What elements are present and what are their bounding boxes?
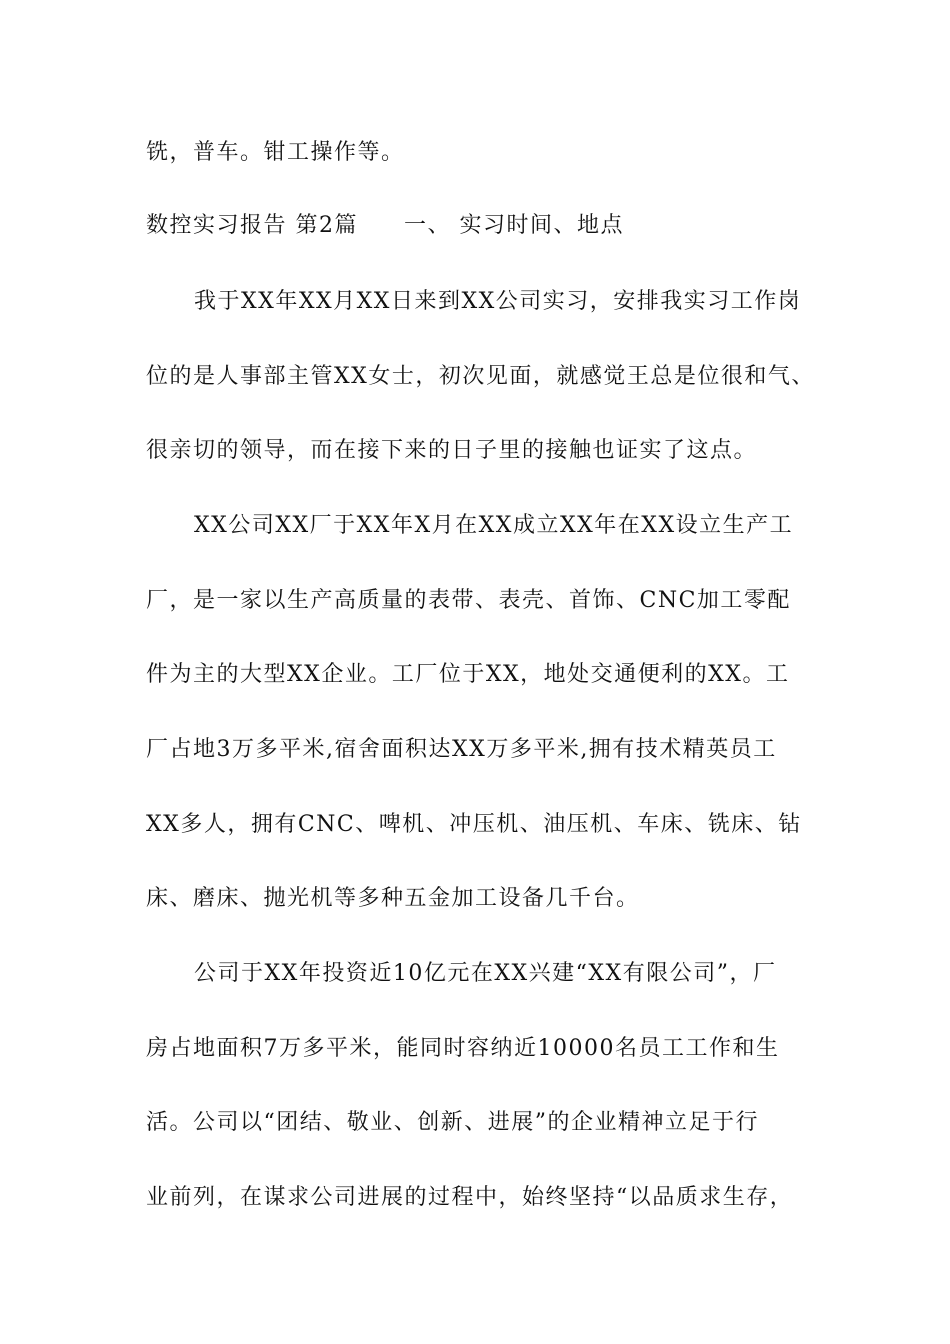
text-line: 床、磨床、抛光机等多种五金加工设备几千台。 xyxy=(146,886,640,911)
text-line: 业前列，在谋求公司进展的过程中，始终坚持“以品质求生存， xyxy=(146,1185,794,1210)
text-line: 厂占地3万多平米,宿舍面积达XX万多平米,拥有技术精英员工 xyxy=(146,737,777,762)
text-line: 我于XX年XX月XX日来到XX公司实习，安排我实习工作岗 xyxy=(194,289,802,314)
text-line: 公司于XX年投资近10亿元在XX兴建“XX有限公司”，厂 xyxy=(194,961,777,986)
section-heading xyxy=(146,211,624,241)
text-line: 厂，是一家以生产高质量的表带、表壳、首饰、CNC加工零配 xyxy=(146,588,791,613)
section-title: 一、 实习时间、地点 xyxy=(404,213,624,238)
document-title: 数控实习报告 第2篇 xyxy=(146,213,358,238)
text-line: 活。公司以“团结、敬业、创新、进展”的企业精神立足于行 xyxy=(146,1110,759,1135)
text-line: XX公司XX厂于XX年X月在XX成立XX年在XX设立生产工 xyxy=(194,513,794,538)
text-line: XX多人，拥有CNC、啤机、冲压机、油压机、车床、铣床、钻 xyxy=(146,812,802,837)
text-line: 位的是人事部主管XX女士，初次见面，就感觉王总是位很和气、 xyxy=(146,364,815,389)
text-line: 很亲切的领导，而在接下来的日子里的接触也证实了这点。 xyxy=(146,438,758,463)
text-line: 房占地面积7万多平米，能同时容纳近10000名员工工作和生 xyxy=(146,1036,780,1061)
text-line: 铣，普车。钳工操作等。 xyxy=(146,140,405,165)
text-line: 件为主的大型XX企业。工厂位于XX，地处交通便利的XX。工 xyxy=(146,662,790,687)
